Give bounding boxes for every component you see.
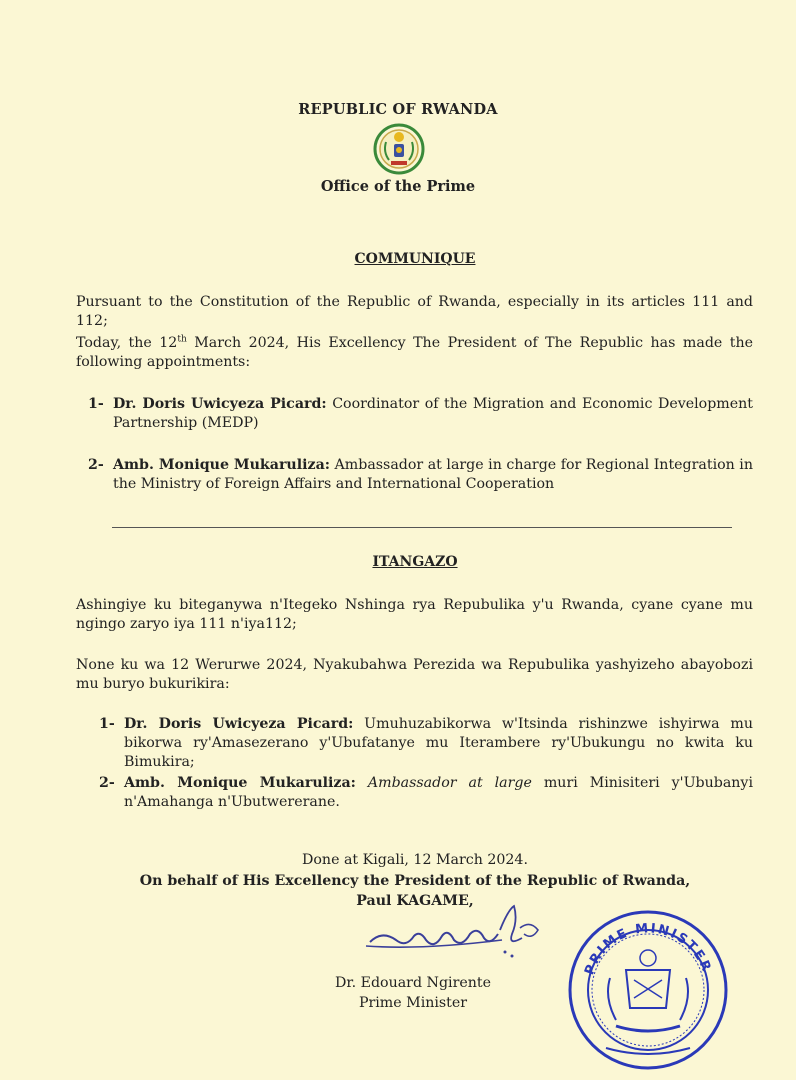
appointment-text: Ambassador at large in charge for Regional Integration in the Ministry of Foreign Affairs and International Cooperation <box>113 457 753 492</box>
itangazo-today: None ku wa 12 Werurwe 2024, Nyakubahwa Perezida wa Repubulika yashyizeho abayobozi mu buryo bukurikira: <box>76 657 753 692</box>
appointee-name: Dr. Doris Uwicyeza Picard: <box>124 716 354 732</box>
rwanda-emblem-icon <box>372 122 426 176</box>
on-behalf-line: On behalf of His Excellency the President of the Republic of Rwanda, <box>139 873 691 889</box>
today-text-start: Today, the 12 <box>76 335 178 351</box>
appointee-name: Amb. Monique Mukaruliza: <box>124 775 356 791</box>
appointment-text: Coordinator of the Migration and Economic Development Partnership (MEDP) <box>113 396 753 431</box>
signer-name: Dr. Edouard Ngirente <box>334 975 491 991</box>
section-divider <box>112 527 732 528</box>
itangazo-title: ITANGAZO <box>372 554 458 570</box>
item-number: 2- <box>99 775 115 791</box>
today-text-end: March 2024, His Excellency The President of The Republic has made the following appointments: <box>76 335 754 370</box>
today-superscript: th <box>177 334 187 345</box>
itangazo-intro: Ashingiye ku biteganywa n'Itegeko Nshinga rya Repubulika y'u Rwanda, cyane cyane mu ngingo zaryo iya 111 n'iya112; <box>76 597 753 632</box>
president-name: Paul KAGAME, <box>356 893 474 909</box>
appointment-text: muri Minisiteri y'Ububanyi n'Amahanga n'Ubutwererane. <box>124 775 753 810</box>
appointment-italic-text: Ambassador at large <box>355 775 532 791</box>
itangazo-item-1 <box>99 715 753 772</box>
communique-intro: Pursuant to the Constitution of the Republic of Rwanda, especially in its articles 111 and 112; <box>76 294 753 329</box>
office-heading: Office of the Prime <box>320 178 476 195</box>
signer-title: Prime Minister <box>358 995 468 1011</box>
item-number: 1- <box>88 396 104 412</box>
item-number: 2- <box>88 457 104 473</box>
appointment-text: Umuhuzabikorwa w'Itsinda rishinzwe ishyirwa mu bikorwa ry'Amasezerano y'Ubufatanye mu Iterambere ry'Ubukungu no kwita ku Bimukira; <box>124 716 754 770</box>
communique-title: COMMUNIQUE <box>354 251 476 267</box>
itangazo-item-2 <box>99 774 753 812</box>
done-at-line: Done at Kigali, 12 March 2024. <box>302 852 528 868</box>
svg-text:PRIME MINISTER <box>582 921 714 977</box>
country-heading: REPUBLIC OF RWANDA <box>298 101 498 118</box>
appointee-name: Amb. Monique Mukaruliza: <box>113 457 331 473</box>
handwritten-signature <box>362 900 552 970</box>
appointee-name: Dr. Doris Uwicyeza Picard: <box>113 396 327 412</box>
communique-item-2 <box>88 456 753 494</box>
communique-item-1 <box>88 395 753 433</box>
prime-minister-stamp <box>566 908 731 1073</box>
communique-today <box>76 334 753 372</box>
stamp-text: PRIME MINISTER <box>582 921 715 978</box>
item-number: 1- <box>99 716 115 732</box>
